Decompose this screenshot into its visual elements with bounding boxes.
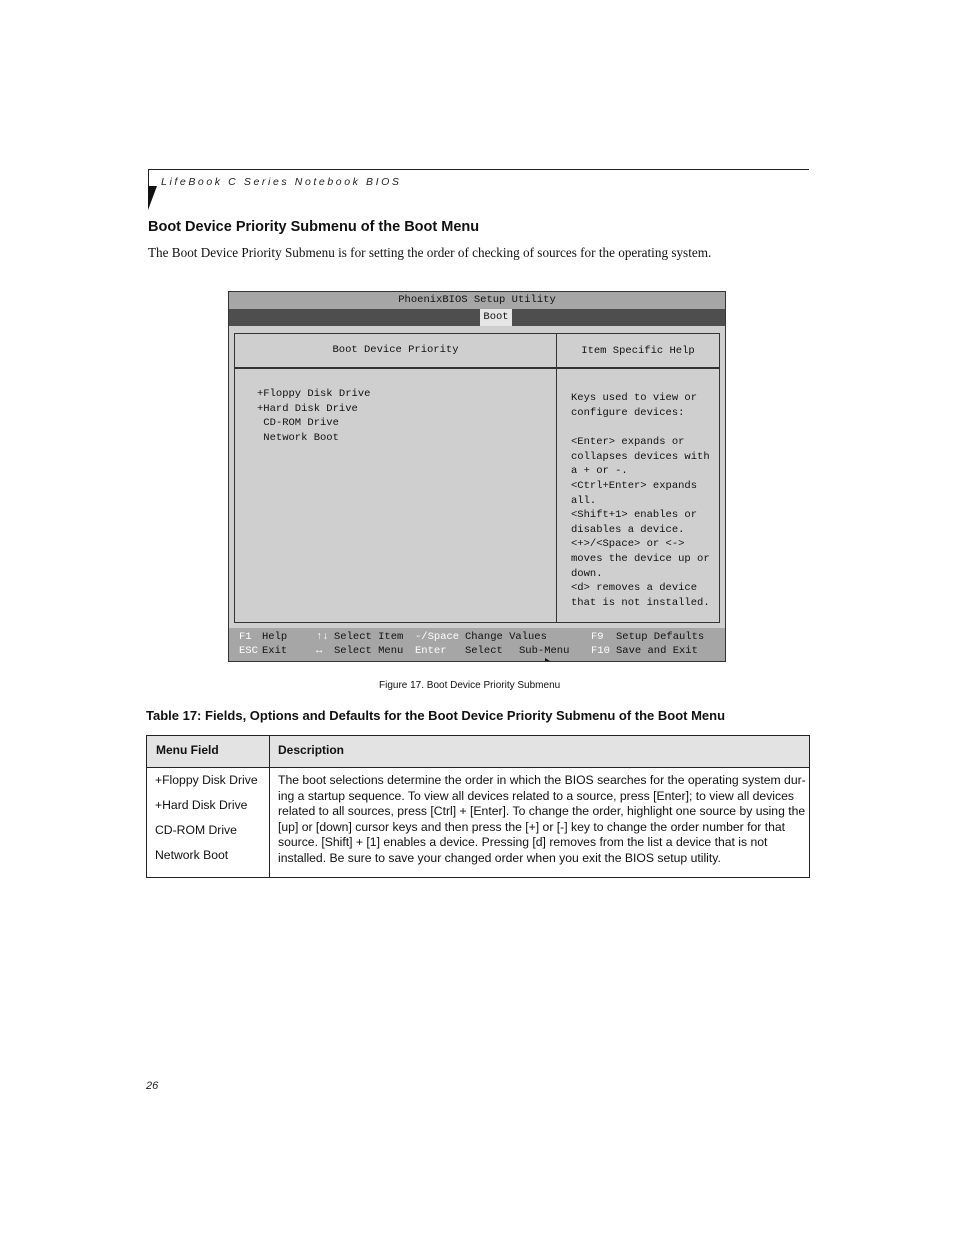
select-label: Select (465, 645, 503, 657)
boot-item-hard-disk[interactable]: +Hard Disk Drive (257, 402, 358, 415)
section-title: Boot Device Priority Submenu of the Boot Menu (148, 219, 480, 235)
item-help-text (571, 391, 716, 610)
up-down-arrows-icon[interactable]: ↑↓ (316, 631, 329, 643)
col-description-header: Description (278, 743, 345, 757)
description-line: related to all sources, press [Ctrl] + [Enter]. To change the order, highlight one source by using the (278, 804, 806, 818)
page-number: 26 (146, 1080, 159, 1092)
col-menu-field-header: Menu Field (156, 743, 219, 757)
intro-paragraph: The Boot Device Priority Submenu is for setting the order of checking of sources for the operating system. (148, 245, 712, 260)
save-exit-label: Save and Exit (616, 645, 698, 657)
bios-menubar (229, 309, 725, 326)
fields-table (146, 735, 810, 878)
bios-screen (228, 291, 726, 662)
f9-key[interactable]: F9 (591, 631, 604, 643)
select-menu-label: Select Menu (334, 645, 404, 657)
space-key[interactable]: -/Space (415, 631, 460, 643)
select-item-label: Select Item (334, 631, 404, 643)
help-line: <Ctrl+Enter> expands (571, 479, 698, 492)
table-row: +Floppy Disk Drive (155, 773, 258, 787)
header-wedge (148, 186, 157, 210)
f1-label: Help (262, 631, 288, 643)
f1-key[interactable]: F1 (239, 631, 252, 643)
help-line: that is not installed. (571, 596, 710, 609)
description-line: [up] or [down] cursor keys and then press the [+] or [-] key to change the order number for that (278, 819, 786, 834)
bios-title: PhoenixBIOS Setup Utility (229, 292, 725, 309)
help-line: <d> removes a device (571, 582, 698, 595)
setup-defaults-label: Setup Defaults (616, 631, 705, 643)
bios-right-header: Item Specific Help (557, 334, 719, 369)
f10-key[interactable]: F10 (591, 645, 610, 657)
table-caption: Table 17: Fields, Options and Defaults for the Boot Device Priority Submenu of the Boot Menu (146, 708, 726, 723)
help-line: <Enter> expands or (571, 436, 685, 449)
description-cell (278, 773, 806, 866)
help-line: collapses devices with (571, 450, 710, 463)
running-header: LifeBook C Series Notebook BIOS (161, 176, 402, 188)
boot-item-floppy[interactable]: +Floppy Disk Drive (257, 388, 371, 400)
header-rule (148, 169, 809, 170)
change-values-label: Change Values (465, 631, 547, 643)
description-line: installed. Be sure to save your changed order when you exit the BIOS setup utility. (278, 850, 721, 865)
table-row: CD-ROM Drive (155, 823, 237, 837)
enter-key[interactable]: Enter (415, 645, 447, 657)
bios-footer (229, 628, 725, 661)
table-row: Network Boot (155, 848, 229, 862)
boot-item-network[interactable]: Network Boot (257, 431, 339, 444)
description-line: ing a startup sequence. To view all devices related to a source, press [Enter]; to view all devices (278, 788, 794, 803)
esc-label: Exit (262, 645, 288, 657)
bios-tab-boot[interactable]: Boot (480, 309, 512, 326)
help-line: <Shift+1> enables or (571, 509, 698, 522)
left-right-arrow-icon[interactable]: ↔ (316, 645, 323, 657)
help-line: moves the device up or (571, 552, 710, 565)
figure-caption: Figure 17. Boot Device Priority Submenu (379, 680, 561, 691)
esc-key[interactable]: ESC (239, 645, 258, 657)
help-line: Keys used to view or (571, 392, 698, 404)
help-line: <+>/<Space> or <-> (571, 538, 685, 551)
help-line: disables a device. (571, 523, 685, 536)
menu-field-list (155, 773, 258, 873)
table-row: +Hard Disk Drive (155, 798, 248, 812)
table-header-row (147, 736, 809, 768)
table-column-divider (269, 736, 270, 877)
bios-divider (556, 369, 557, 622)
boot-device-list (257, 387, 370, 445)
bios-left-header: Boot Device Priority (235, 334, 557, 369)
sub-menu-label: Sub-Menu (519, 645, 570, 657)
help-line: all. (571, 494, 597, 507)
boot-item-cdrom[interactable]: CD-ROM Drive (257, 417, 339, 430)
help-line: down. (571, 567, 603, 580)
description-line: source. [Shift] + [1] enables a device. Pressing [d] removes from the list a device that is not (278, 835, 768, 849)
help-line: configure devices: (571, 406, 685, 419)
description-line: The boot selections determine the order in which the BIOS searches for the operating system dur- (278, 773, 806, 787)
bios-panel (234, 333, 720, 623)
help-line: a + or -. (571, 465, 628, 478)
